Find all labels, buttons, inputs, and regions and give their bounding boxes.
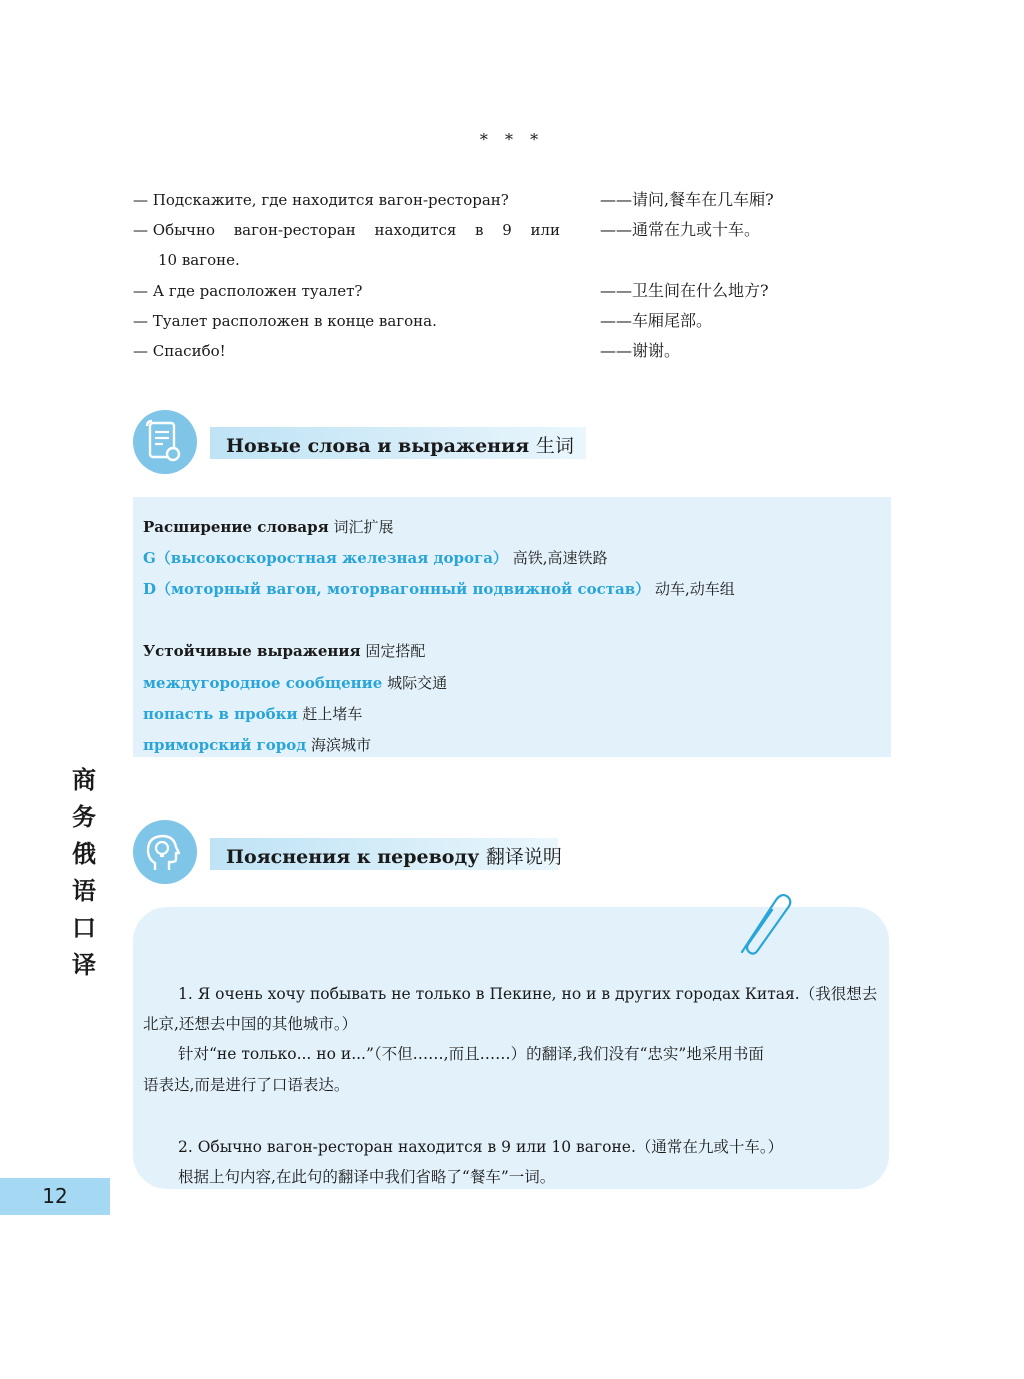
head-lightbulb-icon [133, 820, 197, 884]
term: попасть в пробки [143, 705, 298, 723]
word: — Обычно [133, 221, 215, 239]
term: D（моторный вагон, моторвагонный подвижной состав） [143, 580, 651, 598]
title-char: 商 [72, 766, 96, 794]
translation: 海滨城市 [311, 736, 372, 754]
vocab-section-header [210, 427, 586, 459]
word: или [530, 221, 560, 239]
notes-title-ru: Пояснения к переводу [226, 846, 480, 868]
label-zh: 词汇扩展 [333, 518, 394, 536]
vocab-phrase-1 [143, 673, 447, 693]
word: в [475, 221, 484, 239]
dialogue-ru-line-5: — Туалет расположен в конце вагона. [133, 312, 437, 330]
notes-title-zh: 翻译说明 [485, 846, 562, 868]
vocab-title-zh: 生词 [535, 435, 574, 457]
translation: 城际交通 [387, 674, 448, 692]
note-2-line-2: 根据上句内容,在此句的翻译中我们省略了“餐车”一词。 [178, 1168, 556, 1186]
document-icon [133, 410, 197, 474]
dialogue-ru-line-1: — Подскажите, где находится вагон-ресторан? [133, 191, 509, 209]
dialogue-ru-line-4: — А где расположен туалет? [133, 282, 363, 300]
term: приморский город [143, 736, 307, 754]
vocab-box [133, 497, 891, 757]
label-ru: Расширение словаря [143, 518, 329, 536]
dialogue-zh-line-6: ——谢谢。 [600, 341, 681, 360]
word: вагон-ресторан [233, 221, 356, 239]
dialogue-zh-line-5: ——车厢尾部。 [600, 311, 713, 330]
section-separator: * * * [479, 130, 545, 149]
paperclip-icon [728, 888, 792, 968]
title-char: 语 [72, 877, 96, 905]
label-zh: 固定搭配 [365, 642, 426, 660]
vocab-section-title [226, 431, 574, 458]
vocab-title-ru: Новые слова и выражения [226, 435, 530, 457]
note-1-line-1: 1. Я очень хочу побывать не только в Пекине, но и в других городах Китая.（我很想去 [178, 985, 878, 1003]
translation: 赶上堵车 [302, 705, 363, 723]
note-2-line-1: 2. Обычно вагон-ресторан находится в 9 или 10 вагоне.（通常在九或十车。） [178, 1138, 784, 1156]
dialogue-zh-line-1: ——请问,餐车在几车厢? [600, 190, 774, 209]
translation: 高铁,高速铁路 [512, 549, 608, 567]
note-1-line-4: 语表达,而是进行了口语表达。 [143, 1076, 350, 1094]
term: G（высокоскоростная железная дорога） [143, 549, 508, 567]
vocab-phrase-2 [143, 704, 362, 724]
dialogue-ru-line-6: — Спасибо! [133, 342, 226, 360]
vocab-fixed-label [143, 641, 425, 661]
vocab-phrase-3 [143, 735, 371, 755]
note-1-line-3: 针对“не только... но и...”（不但……,而且……）的翻译,我们没有“忠实”地采用书面 [178, 1045, 764, 1063]
vocab-item-g [143, 548, 608, 568]
notes-section-title [226, 842, 562, 869]
translation: 动车,动车组 [654, 580, 735, 598]
page-number: 12 [0, 1178, 110, 1215]
dialogue-ru-line-3: 10 вагоне. [158, 251, 240, 269]
title-char: 俄 [72, 840, 96, 868]
dialogue-ru-line-2 [133, 220, 560, 240]
notes-section-header [210, 838, 562, 870]
book-title-vertical [66, 760, 102, 982]
dialogue-zh-line-4: ——卫生间在什么地方? [600, 281, 769, 300]
dialogue-zh-line-2: ——通常在九或十车。 [600, 220, 761, 239]
title-char: 口 [72, 914, 96, 942]
title-char: 译 [72, 951, 96, 979]
vocab-expansion-label [143, 517, 394, 537]
vocab-item-d [143, 579, 735, 599]
word: 9 [502, 221, 512, 239]
title-char: 务 [72, 803, 96, 831]
note-1-line-2: 北京,还想去中国的其他城市。） [143, 1015, 358, 1033]
label-ru: Устойчивые выражения [143, 642, 361, 660]
word: находится [374, 221, 457, 239]
term: междугородное сообщение [143, 674, 383, 692]
